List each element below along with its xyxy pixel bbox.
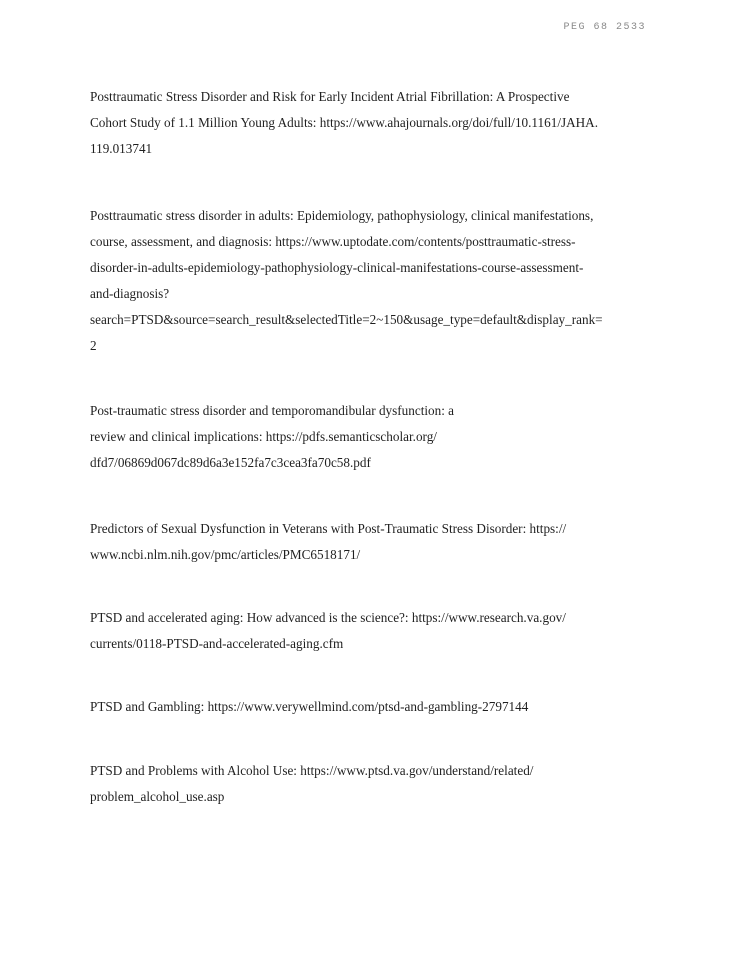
page-number: PEG 68 2533 <box>563 22 646 33</box>
reference-line: Posttraumatic Stress Disorder and Risk for Early Incident Atrial Fibrillation: A Prospective <box>90 89 570 104</box>
reference-entry <box>90 398 660 476</box>
reference-entry <box>90 694 660 720</box>
reference-line: course, assessment, and diagnosis: https://www.uptodate.com/contents/posttraumatic-stress- <box>90 234 576 249</box>
reference-line: PTSD and Gambling: https://www.verywellmind.com/ptsd-and-gambling-2797144 <box>90 699 529 714</box>
reference-line: Predictors of Sexual Dysfunction in Veterans with Post-Traumatic Stress Disorder: https:// <box>90 521 567 536</box>
reference-line: dfd7/06869d067dc89d6a3e152fa7c3cea3fa70c58.pdf <box>90 455 371 470</box>
reference-entry <box>90 758 660 810</box>
reference-line: Post-traumatic stress disorder and temporomandibular dysfunction: a <box>90 403 455 418</box>
reference-line: Cohort Study of 1.1 Million Young Adults: https://www.ahajournals.org/doi/full/10.1161/JAHA. <box>90 115 598 130</box>
reference-line: 2 <box>90 338 97 353</box>
reference-entry <box>90 84 660 162</box>
reference-line: search=PTSD&source=search_result&selectedTitle=2~150&usage_type=default&display_rank= <box>90 312 603 327</box>
reference-line: review and clinical implications: https://pdfs.semanticscholar.org/ <box>90 429 437 444</box>
reference-line: disorder-in-adults-epidemiology-pathophysiology-clinical-manifestations-course-assessment- <box>90 260 584 275</box>
reference-line: problem_alcohol_use.asp <box>90 789 225 804</box>
reference-entry <box>90 516 660 568</box>
reference-entry <box>90 203 660 359</box>
reference-list <box>90 84 660 850</box>
reference-line: 119.013741 <box>90 141 153 156</box>
reference-line: Posttraumatic stress disorder in adults: Epidemiology, pathophysiology, clinical manifestations, <box>90 208 594 223</box>
reference-line: currents/0118-PTSD-and-accelerated-aging.cfm <box>90 636 344 651</box>
reference-line: PTSD and accelerated aging: How advanced is the science?: https://www.research.va.gov/ <box>90 610 566 625</box>
reference-line: and-diagnosis? <box>90 286 170 301</box>
reference-entry <box>90 605 660 657</box>
reference-line: PTSD and Problems with Alcohol Use: https://www.ptsd.va.gov/understand/related/ <box>90 763 534 778</box>
reference-line: www.ncbi.nlm.nih.gov/pmc/articles/PMC6518171/ <box>90 547 361 562</box>
